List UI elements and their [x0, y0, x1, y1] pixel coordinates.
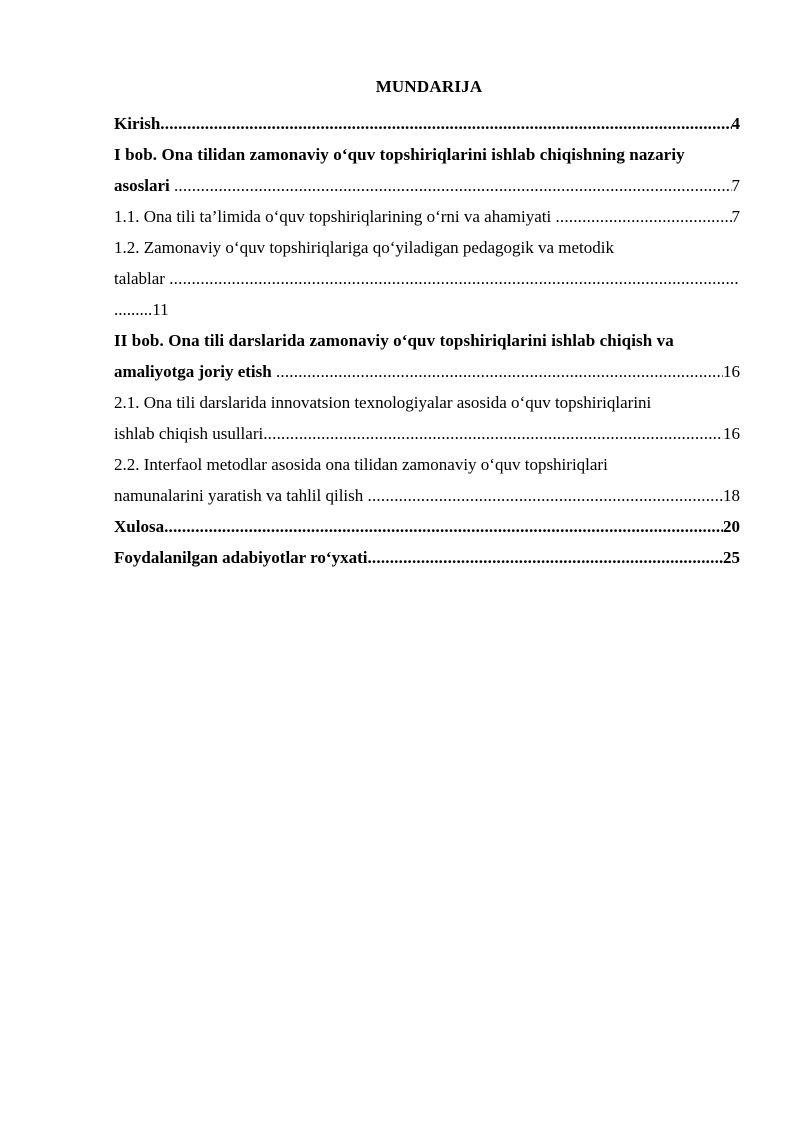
toc-entry-label: namunalarini yaratish va tahlil qilish — [114, 486, 368, 505]
toc-entry-2-1-line1[interactable]: 2.1. Ona tili darslarida innovatsion texnologiyalar asosida o‘quv topshiriqlarini — [114, 393, 652, 412]
toc-entry-label: amaliyotga joriy etish — [114, 362, 272, 381]
toc-entry-2-2-line2[interactable] — [114, 480, 740, 511]
dot-leader — [169, 263, 740, 294]
toc-entry-2-2-line1[interactable]: 2.2. Interfaol metodlar asosida ona tilidan zamonaviy o‘quv topshiriqlari — [114, 455, 608, 474]
toc-entry-label: Xulosa — [114, 517, 165, 536]
toc-entry-bob2-line1[interactable]: II bob. Ona tili darslarida zamonaviy o‘quv topshiriqlarini ishlab chiqish va — [114, 331, 674, 350]
toc-title: MUNDARIJA — [375, 77, 483, 96]
toc-entry-label: 1.1. Ona tili ta’limida o‘quv topshiriqlarining o‘rni va ahamiyati — [114, 207, 556, 226]
dot-leader — [368, 480, 723, 511]
dot-leader — [174, 170, 732, 201]
table-of-contents — [114, 108, 740, 573]
toc-entry-page: 4 — [731, 114, 740, 133]
toc-entry-page: 7 — [731, 176, 740, 195]
toc-entry-1-2-line3[interactable] — [114, 294, 740, 325]
dot-leader — [367, 542, 723, 573]
toc-entry-page: 16 — [723, 362, 740, 381]
dot-leader: ......... — [114, 300, 153, 319]
toc-entry-1-1[interactable] — [114, 201, 740, 232]
toc-entry-page: 7 — [731, 207, 740, 226]
toc-entry-label: Foydalanilgan adabiyotlar ro‘yxati — [114, 548, 368, 567]
toc-entry-page: 18 — [723, 486, 740, 505]
dot-leader — [276, 356, 723, 387]
toc-entry-1-2-line2[interactable] — [114, 263, 740, 294]
toc-entry-2-1-line2[interactable] — [114, 418, 740, 449]
dot-leader — [164, 511, 723, 542]
toc-entry-bob1-line1[interactable]: I bob. Ona tilidan zamonaviy o‘quv topshiriqlarini ishlab chiqishning nazariy — [114, 145, 685, 164]
toc-entry-label: Kirish — [114, 114, 161, 133]
toc-entry-adabiyotlar[interactable] — [114, 542, 740, 573]
dot-leader — [160, 108, 731, 139]
toc-entry-label: ishlab chiqish usullari — [114, 424, 264, 443]
toc-entry-bob2-line2[interactable] — [114, 356, 740, 387]
toc-entry-1-2-line1[interactable]: 1.2. Zamonaviy o‘quv topshiriqlariga qo‘yiladigan pedagogik va metodik — [114, 238, 614, 257]
toc-entry-bob1-line2[interactable] — [114, 170, 740, 201]
toc-entry-xulosa[interactable] — [114, 511, 740, 542]
toc-entry-page: 16 — [723, 424, 740, 443]
toc-entry-label: talablar — [114, 269, 170, 288]
dot-leader — [263, 418, 723, 449]
toc-entry-label: asoslari — [114, 176, 170, 195]
toc-entry-kirish[interactable] — [114, 108, 740, 139]
dot-leader — [555, 201, 731, 232]
toc-entry-page: 20 — [723, 517, 740, 536]
toc-entry-page: 25 — [723, 548, 740, 567]
toc-entry-page: 11 — [152, 300, 169, 319]
